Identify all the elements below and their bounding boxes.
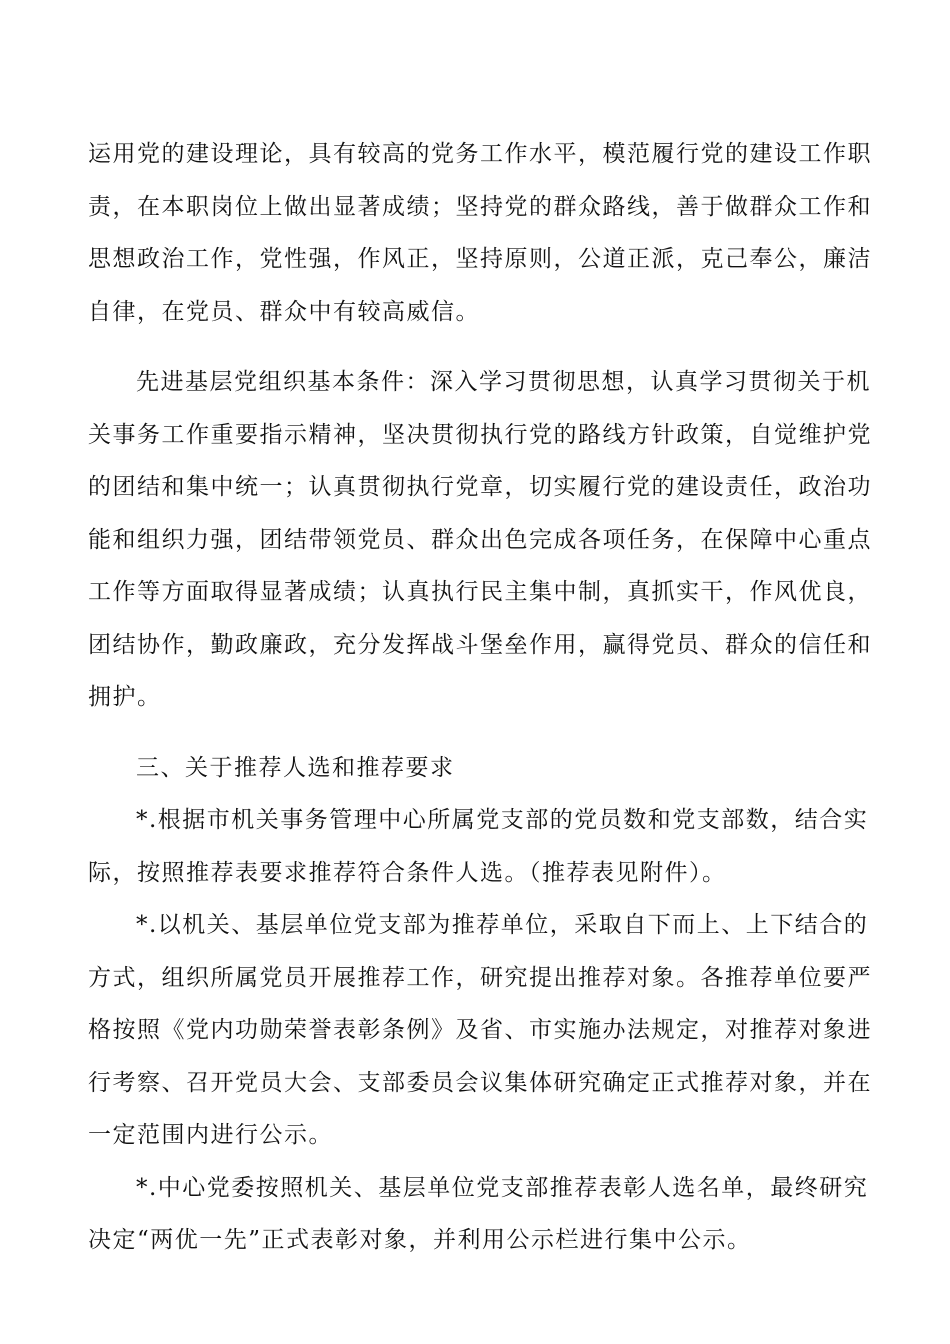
text-line: 能和组织力强，团结带领党员、群众出色完成各项任务，在保障中心重点 — [88, 526, 872, 553]
text-line: 际，按照推荐表要求推荐符合条件人选。（推荐表见附件）。 — [88, 859, 727, 886]
text-line: 思想政治工作，党性强，作风正，坚持原则，公道正派，克己奉公，廉洁 — [88, 246, 872, 272]
paragraph-advanced-org — [88, 356, 872, 724]
text-line: 团结协作，勤政廉政，充分发挥战斗堡垒作用，赢得党员、群众的信任和 — [88, 631, 872, 658]
text-line: 工作等方面取得显著成绩；认真执行民主集中制，真抓实干，作风优良， — [88, 579, 872, 605]
text-line: 责，在本职岗位上做出显著成绩；坚持党的群众路线，善于做群众工作和 — [88, 193, 872, 220]
text-line: 格按照《党内功勋荣誉表彰条例》及省、市实施办法规定，对推荐对象进 — [88, 1017, 872, 1043]
text-line: *.中心党委按照机关、基层单位党支部推荐表彰人选名单，最终研究 — [136, 1174, 869, 1201]
text-line: 拥护。 — [88, 684, 162, 710]
paragraph-item-3 — [88, 1162, 869, 1267]
paragraph-gap — [88, 724, 864, 742]
text-line: 自律，在党员、群众中有较高威信。 — [88, 298, 480, 325]
text-line: 的团结和集中统一；认真贯彻执行党章，切实履行党的建设责任，政治功 — [88, 474, 872, 500]
text-line: 关事务工作重要指示精神，坚决贯彻执行党的路线方针政策，自觉维护党 — [88, 421, 872, 448]
document-body — [88, 128, 872, 1267]
text-line: 决定“两优一先”正式表彰对象，并利用公示栏进行集中公示。 — [88, 1227, 752, 1253]
text-line: 行考察、召开党员大会、支部委员会议集体研究确定正式推荐对象，并在 — [88, 1069, 872, 1096]
text-line: 一定范围内进行公示。 — [88, 1122, 333, 1148]
text-line: *.根据市机关事务管理中心所属党支部的党员数和党支部数，结合实 — [136, 807, 869, 833]
paragraph-item-1 — [88, 794, 869, 899]
text-line: 运用党的建设理论，具有较高的党务工作水平，模范履行党的建设工作职 — [88, 141, 872, 167]
section-title: 三、关于推荐人选和推荐要求 — [136, 754, 455, 781]
text-line: *.以机关、基层单位党支部为推荐单位，采取自下而上、上下结合的 — [136, 912, 869, 938]
paragraph-item-2 — [88, 899, 872, 1162]
paragraph-gap — [88, 338, 864, 356]
section-heading — [88, 742, 864, 795]
paragraph-conditions-tail — [88, 128, 872, 338]
text-line: 方式，组织所属党员开展推荐工作，研究提出推荐对象。各推荐单位要严 — [88, 964, 872, 991]
text-line: 先进基层党组织基本条件：深入学习贯彻思想，认真学习贯彻关于机 — [136, 369, 871, 395]
